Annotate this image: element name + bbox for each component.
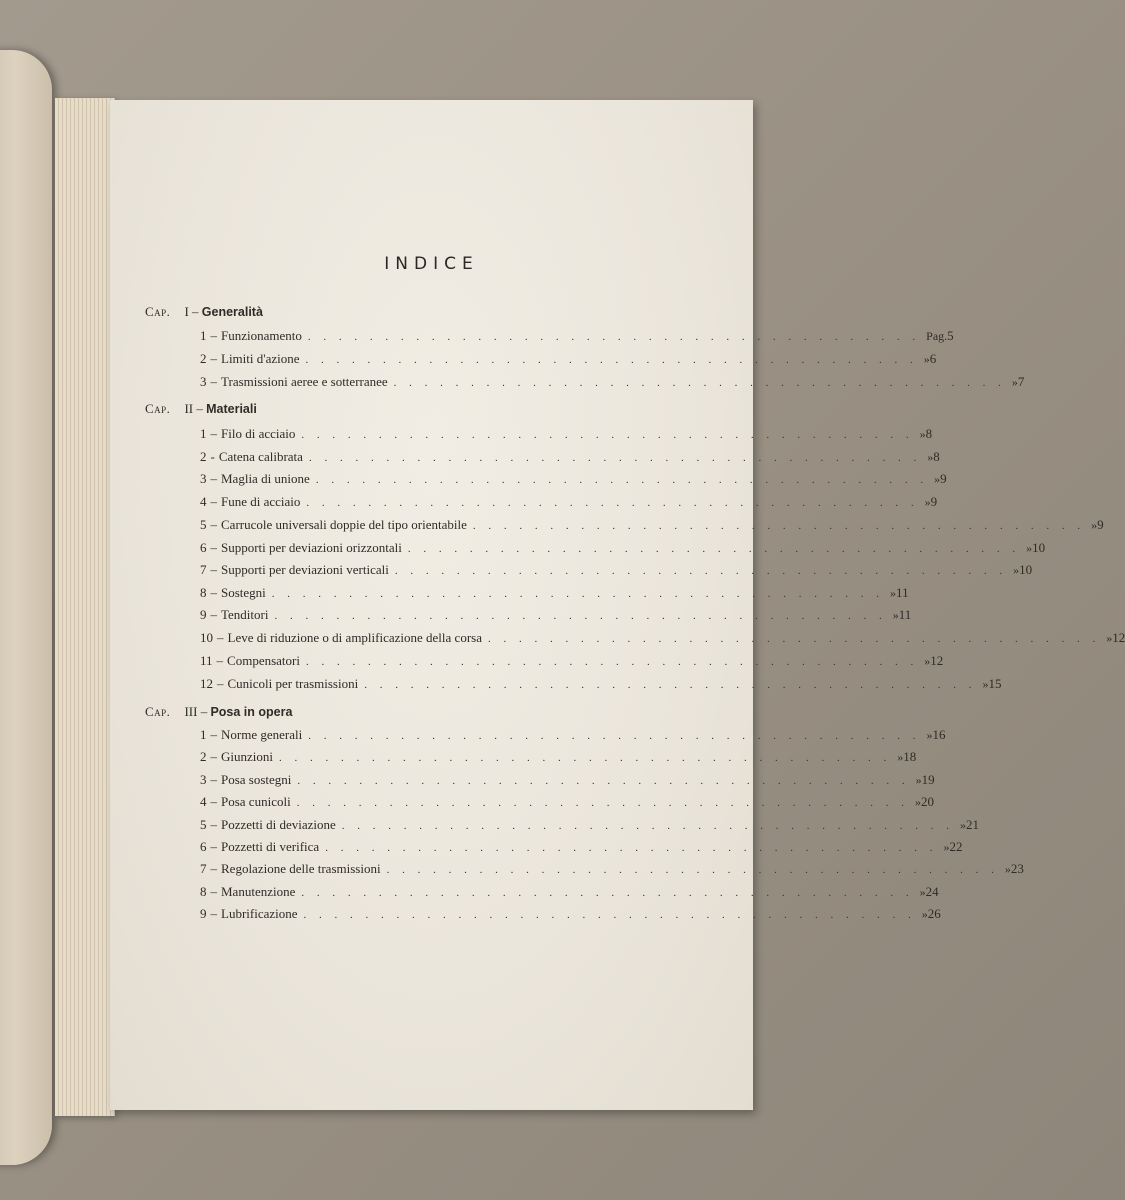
entry-ref: » bbox=[927, 450, 934, 464]
toc-entry: 12 – Cunicoli per trasmissioni . . . . . . . . . . . . . . . . . . . . . . . . . . . . . . . . . . . . . . . . » 15 bbox=[200, 676, 1002, 691]
entry-number: 4 bbox=[200, 794, 207, 809]
leader-dots: . . . . . . . . . . . . . . . . . . . . . . . . . . . . . . . . . . . . . . . . bbox=[386, 864, 999, 876]
entry-ref: » bbox=[923, 352, 930, 366]
entry-number: 3 bbox=[200, 374, 207, 389]
entry-page: 22 bbox=[949, 839, 963, 854]
entry-number: 9 bbox=[200, 607, 207, 622]
leader-dots: . . . . . . . . . . . . . . . . . . . . . . . . . . . . . . . . . . . . . . . . bbox=[301, 429, 914, 441]
leader-dots: . . . . . . . . . . . . . . . . . . . . . . . . . . . . . . . . . . . . . . . . bbox=[279, 752, 892, 764]
leader-dots: . . . . . . . . . . . . . . . . . . . . . . . . . . . . . . . . . . . . . . . . bbox=[296, 797, 909, 809]
entry-title: Pozzetti di deviazione bbox=[221, 817, 336, 832]
chapter-title: Posa in opera bbox=[210, 705, 293, 719]
entry-title: Posa sostegni bbox=[221, 772, 292, 787]
leader-dots: . . . . . . . . . . . . . . . . . . . . . . . . . . . . . . . . . . . . . . . . bbox=[305, 354, 918, 366]
entry-number: 8 bbox=[200, 585, 207, 600]
leader-dots: . . . . . . . . . . . . . . . . . . . . . . . . . . . . . . . . . . . . . . . . bbox=[407, 543, 1021, 555]
entry-number: 5 bbox=[200, 517, 207, 532]
entry-number: 6 bbox=[200, 839, 207, 854]
toc-entry: 2 – Giunzioni . . . . . . . . . . . . . . . . . . . . . . . . . . . . . . . . . . . . . . . . » 18 bbox=[200, 749, 917, 764]
leader-dots: . . . . . . . . . . . . . . . . . . . . . . . . . . . . . . . . . . . . . . . . bbox=[307, 331, 921, 343]
entry-number: 3 bbox=[200, 772, 207, 787]
chapter-cap-label: Cap. bbox=[145, 401, 171, 416]
entry-number: 1 bbox=[200, 426, 207, 441]
leader-dots: . . . . . . . . . . . . . . . . . . . . . . . . . . . . . . . . . . . . . . . . bbox=[341, 820, 955, 832]
entry-page: 15 bbox=[988, 676, 1002, 691]
entry-title: Cunicoli per trasmissioni bbox=[227, 676, 359, 691]
toc-entry: 2 - Catena calibrata . . . . . . . . . . . . . . . . . . . . . . . . . . . . . . . . . . . . . . . . » 8 bbox=[200, 449, 940, 464]
book-cover-edge bbox=[0, 50, 52, 1165]
leader-dots: . . . . . . . . . . . . . . . . . . . . . . . . . . . . . . . . . . . . . . . . bbox=[305, 656, 919, 668]
toc-entry: 2 – Limiti d'azione . . . . . . . . . . . . . . . . . . . . . . . . . . . . . . . . . . . . . . . . » 6 bbox=[200, 351, 937, 366]
entry-ref: » bbox=[1106, 631, 1113, 645]
entry-number: 8 bbox=[200, 884, 207, 899]
entry-ref: » bbox=[960, 818, 967, 832]
entry-title: Manutenzione bbox=[221, 884, 296, 899]
entry-ref: » bbox=[1091, 518, 1098, 532]
entry-number: 5 bbox=[200, 817, 207, 832]
entry-ref: » bbox=[890, 586, 897, 600]
entry-page: 23 bbox=[1010, 861, 1024, 876]
toc-entry: 1 – Funzionamento . . . . . . . . . . . . . . . . . . . . . . . . . . . . . . . . . . . . . . . . Pag. 5 bbox=[200, 328, 954, 343]
entry-ref: » bbox=[919, 885, 926, 899]
chapter-roman: III bbox=[184, 704, 198, 719]
entry-ref: » bbox=[982, 677, 989, 691]
leader-dots: . . . . . . . . . . . . . . . . . . . . . . . . . . . . . . . . . . . . . . . . bbox=[364, 679, 977, 691]
entry-page: 20 bbox=[920, 794, 934, 809]
entry-title: Posa cunicoli bbox=[221, 794, 291, 809]
chapter-roman: II bbox=[184, 401, 194, 416]
toc-entry: 7 – Regolazione delle trasmissioni . . . . . . . . . . . . . . . . . . . . . . . . . . . . . . . . . . . . . . . . » 23 bbox=[200, 861, 1024, 876]
entry-page: 11 bbox=[896, 585, 909, 600]
entry-ref: » bbox=[1026, 541, 1033, 555]
entry-number: 2 bbox=[200, 449, 207, 464]
entry-page: 9 bbox=[940, 471, 947, 486]
page-stack bbox=[55, 98, 115, 1116]
leader-dots: . . . . . . . . . . . . . . . . . . . . . . . . . . . . . . . . . . . . . . . . bbox=[487, 633, 1101, 645]
entry-ref: » bbox=[892, 608, 899, 622]
entry-ref: » bbox=[915, 773, 922, 787]
entry-page: 24 bbox=[925, 884, 939, 899]
entry-ref: » bbox=[924, 495, 931, 509]
entry-ref: » bbox=[1011, 375, 1018, 389]
entry-page: 12 bbox=[930, 653, 944, 668]
entry-title: Maglia di unione bbox=[221, 471, 310, 486]
chapter-cap-label: Cap. bbox=[145, 304, 171, 319]
entry-ref: » bbox=[943, 840, 950, 854]
toc-entry: 5 – Pozzetti di deviazione . . . . . . . . . . . . . . . . . . . . . . . . . . . . . . . . . . . . . . . . » 21 bbox=[200, 817, 980, 832]
entry-title: Pozzetti di verifica bbox=[221, 839, 320, 854]
entry-ref: » bbox=[924, 654, 931, 668]
toc-entry: 10 – Leve di riduzione o di amplificazione della corsa . . . . . . . . . . . . . . . . . . . . . . . . . . . . . . . . . . . . . . . . » 12 bbox=[200, 630, 1125, 645]
entry-ref: » bbox=[897, 750, 904, 764]
entry-title: Leve di riduzione o di amplificazione della corsa bbox=[227, 630, 482, 645]
entry-title: Giunzioni bbox=[221, 749, 273, 764]
entry-page: 8 bbox=[933, 449, 940, 464]
chapter-heading-1: Cap. I – Generalità bbox=[145, 304, 263, 319]
toc-entry: 7 – Supporti per deviazioni verticali . . . . . . . . . . . . . . . . . . . . . . . . . . . . . . . . . . . . . . . . » 10 bbox=[200, 562, 1033, 577]
entry-title: Norme generali bbox=[221, 727, 303, 742]
entry-number: 7 bbox=[200, 562, 207, 577]
entry-number: 4 bbox=[200, 494, 207, 509]
page-title: INDICE bbox=[384, 254, 479, 274]
chapter-title: Generalità bbox=[201, 305, 263, 319]
entry-number: 1 bbox=[200, 328, 207, 343]
entry-page: 18 bbox=[903, 749, 917, 764]
entry-number: 12 bbox=[200, 676, 213, 691]
entry-number: 9 bbox=[200, 906, 207, 921]
entry-page: 10 bbox=[1032, 540, 1046, 555]
entry-title: Filo di acciaio bbox=[221, 426, 296, 441]
leader-dots: . . . . . . . . . . . . . . . . . . . . . . . . . . . . . . . . . . . . . . . . bbox=[325, 842, 938, 854]
entry-number: 2 bbox=[200, 351, 207, 366]
entry-page: 5 bbox=[947, 328, 954, 343]
entry-page: 8 bbox=[925, 426, 933, 441]
entry-number: 1 bbox=[200, 727, 207, 742]
entry-number: 6 bbox=[200, 540, 207, 555]
entry-number: 7 bbox=[200, 861, 207, 876]
toc-entry: 8 – Manutenzione . . . . . . . . . . . . . . . . . . . . . . . . . . . . . . . . . . . . . . . . » 24 bbox=[200, 884, 939, 899]
chapter-cap-label: Cap. bbox=[145, 704, 171, 719]
entry-page: 26 bbox=[927, 906, 941, 921]
entry-ref: » bbox=[926, 728, 933, 742]
leader-dots: . . . . . . . . . . . . . . . . . . . . . . . . . . . . . . . . . . . . . . . . bbox=[274, 610, 887, 622]
toc-entry: 3 – Posa sostegni . . . . . . . . . . . . . . . . . . . . . . . . . . . . . . . . . . . . . . . . » 19 bbox=[200, 772, 935, 787]
entry-title: Compensatori bbox=[227, 653, 300, 668]
entry-ref: Pag. bbox=[926, 329, 948, 343]
entry-ref: » bbox=[914, 795, 921, 809]
entry-title: Supporti per deviazioni verticali bbox=[221, 562, 389, 577]
entry-number: 3 bbox=[200, 471, 207, 486]
entry-page: 12 bbox=[1112, 630, 1125, 645]
chapter-title: Materiali bbox=[206, 402, 257, 416]
entry-number: 10 bbox=[200, 630, 213, 645]
entry-page: 7 bbox=[1017, 374, 1025, 389]
leader-dots: . . . . . . . . . . . . . . . . . . . . . . . . . . . . . . . . . . . . . . . . bbox=[308, 452, 922, 464]
leader-dots: . . . . . . . . . . . . . . . . . . . . . . . . . . . . . . . . . . . . . . . . bbox=[301, 887, 914, 899]
entry-page: 10 bbox=[1019, 562, 1033, 577]
entry-page: 16 bbox=[932, 727, 946, 742]
entry-title: Sostegni bbox=[221, 585, 266, 600]
toc-entry: 6 – Pozzetti di verifica . . . . . . . . . . . . . . . . . . . . . . . . . . . . . . . . . . . . . . . . » 22 bbox=[200, 839, 963, 854]
leader-dots: . . . . . . . . . . . . . . . . . . . . . . . . . . . . . . . . . . . . . . . . bbox=[315, 474, 929, 486]
leader-dots: . . . . . . . . . . . . . . . . . . . . . . . . . . . . . . . . . . . . . . . . bbox=[297, 775, 910, 787]
toc-entry: 9 – Lubrificazione . . . . . . . . . . . . . . . . . . . . . . . . . . . . . . . . . . . . . . . . » 26 bbox=[200, 906, 941, 921]
leader-dots: . . . . . . . . . . . . . . . . . . . . . . . . . . . . . . . . . . . . . . . . bbox=[306, 497, 919, 509]
entry-ref: » bbox=[1004, 862, 1011, 876]
leader-dots: . . . . . . . . . . . . . . . . . . . . . . . . . . . . . . . . . . . . . . . . bbox=[393, 377, 1006, 389]
entry-ref: » bbox=[921, 907, 928, 921]
entry-title: Catena calibrata bbox=[218, 449, 303, 464]
entry-ref: » bbox=[1013, 563, 1020, 577]
leader-dots: . . . . . . . . . . . . . . . . . . . . . . . . . . . . . . . . . . . . . . . . bbox=[303, 909, 916, 921]
entry-title: Tenditori bbox=[221, 607, 269, 622]
leader-dots: . . . . . . . . . . . . . . . . . . . . . . . . . . . . . . . . . . . . . . . . bbox=[472, 520, 1086, 532]
toc-entry: 1 – Filo di acciaio . . . . . . . . . . . . . . . . . . . . . . . . . . . . . . . . . . . . . . . . » 8 bbox=[200, 426, 933, 441]
index-page bbox=[110, 100, 1125, 1110]
entry-page: 11 bbox=[898, 607, 912, 622]
entry-page: 19 bbox=[921, 772, 935, 787]
entry-page: 9 bbox=[930, 494, 938, 509]
toc-entry: 5 – Carrucole universali doppie del tipo orientabile . . . . . . . . . . . . . . . . . . . . . . . . . . . . . . . . . . . . . . . . » 9 bbox=[200, 517, 1104, 532]
leader-dots: . . . . . . . . . . . . . . . . . . . . . . . . . . . . . . . . . . . . . . . . bbox=[308, 730, 921, 742]
toc-entry: 4 – Posa cunicoli . . . . . . . . . . . . . . . . . . . . . . . . . . . . . . . . . . . . . . . . » 20 bbox=[200, 794, 934, 809]
toc-entry: 11 – Compensatori . . . . . . . . . . . . . . . . . . . . . . . . . . . . . . . . . . . . . . . . » 12 bbox=[200, 653, 944, 668]
toc-entry: 9 – Tenditori . . . . . . . . . . . . . . . . . . . . . . . . . . . . . . . . . . . . . . . . » 11 bbox=[200, 607, 912, 622]
toc-entry: 3 – Maglia di unione . . . . . . . . . . . . . . . . . . . . . . . . . . . . . . . . . . . . . . . . » 9 bbox=[200, 471, 947, 486]
entry-title: Carrucole universali doppie del tipo orientabile bbox=[221, 517, 467, 532]
entry-page: 21 bbox=[966, 817, 980, 832]
entry-page: 9 bbox=[1097, 517, 1104, 532]
entry-title: Supporti per deviazioni orizzontali bbox=[221, 540, 402, 555]
entry-ref: » bbox=[919, 427, 926, 441]
entry-title: Lubrificazione bbox=[221, 906, 298, 921]
entry-title: Fune di acciaio bbox=[221, 494, 301, 509]
toc-entry: 6 – Supporti per deviazioni orizzontali . . . . . . . . . . . . . . . . . . . . . . . . . . . . . . . . . . . . . . . . » 10 bbox=[200, 540, 1046, 555]
entry-title: Limiti d'azione bbox=[221, 351, 300, 366]
toc-entry: 1 – Norme generali . . . . . . . . . . . . . . . . . . . . . . . . . . . . . . . . . . . . . . . . » 16 bbox=[200, 727, 946, 742]
entry-title: Regolazione delle trasmissioni bbox=[221, 861, 381, 876]
entry-number: 11 bbox=[200, 653, 213, 668]
chapter-roman: I bbox=[184, 304, 189, 319]
chapter-heading-3: Cap. III – Posa in opera bbox=[145, 704, 293, 719]
entry-page: 6 bbox=[929, 351, 937, 366]
toc-entry: 4 – Fune di acciaio . . . . . . . . . . . . . . . . . . . . . . . . . . . . . . . . . . . . . . . . » 9 bbox=[200, 494, 938, 509]
entry-title: Funzionamento bbox=[221, 328, 302, 343]
leader-dots: . . . . . . . . . . . . . . . . . . . . . . . . . . . . . . . . . . . . . . . . bbox=[394, 565, 1008, 577]
leader-dots: . . . . . . . . . . . . . . . . . . . . . . . . . . . . . . . . . . . . . . . . bbox=[271, 588, 885, 600]
entry-title: Trasmissioni aeree e sotterranee bbox=[221, 374, 388, 389]
entry-number: 2 bbox=[200, 749, 207, 764]
toc-entry: 3 – Trasmissioni aeree e sotterranee . . . . . . . . . . . . . . . . . . . . . . . . . . . . . . . . . . . . . . . . » 7 bbox=[200, 374, 1025, 389]
entry-ref: » bbox=[934, 472, 941, 486]
chapter-heading-2: Cap. II – Materiali bbox=[145, 401, 257, 416]
toc-entry: 8 – Sostegni . . . . . . . . . . . . . . . . . . . . . . . . . . . . . . . . . . . . . . . . » 11 bbox=[200, 585, 909, 600]
